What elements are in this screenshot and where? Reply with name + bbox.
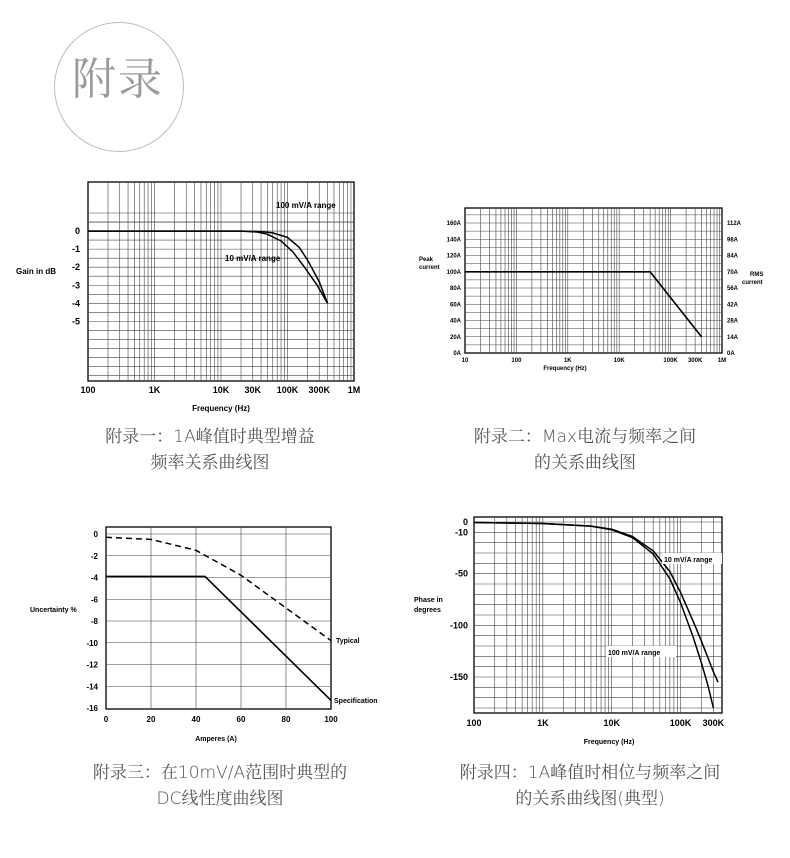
caption-2-line1: 附录二：Max电流与频率之间 xyxy=(473,427,697,447)
caption-1 xyxy=(40,424,380,476)
caption-4 xyxy=(410,760,770,812)
y2-tick-label: 28A xyxy=(727,318,739,325)
y-tick-label: -4 xyxy=(90,573,98,583)
x-tick-label: 300K xyxy=(702,718,725,728)
y-tick-label: -50 xyxy=(454,568,468,579)
y-tick-label: 140A xyxy=(446,237,461,244)
x-axis-label: Frequency (Hz) xyxy=(583,739,635,746)
y-tick-label: -16 xyxy=(86,704,98,713)
y-axis-label: Uncertainty % xyxy=(30,607,77,614)
page-title: 附录 xyxy=(72,54,164,105)
caption-3 xyxy=(40,760,400,812)
y-tick-label: 0A xyxy=(453,351,461,357)
y-tick-label: -12 xyxy=(86,660,98,670)
y2-tick-label: 42A xyxy=(727,302,739,309)
y-tick-label: 60A xyxy=(449,302,461,309)
y2-tick-label: 70A xyxy=(727,269,739,276)
caption-4-line2: 的关系曲线图(典型) xyxy=(515,789,665,809)
x-tick-label: 80 xyxy=(281,715,291,724)
x-tick-label: 100 xyxy=(324,715,338,724)
series-label-100mv: 100 mV/A range xyxy=(276,201,336,210)
y-tick-label: -10 xyxy=(454,527,468,538)
caption-3-line2: DC线性度曲线图 xyxy=(156,789,284,809)
x-axis-label: Frequency (Hz) xyxy=(192,404,250,413)
caption-3-line1: 附录三：在10mV/A范围时典型的 xyxy=(92,763,348,783)
x-tick-label: 300K xyxy=(308,385,330,395)
caption-2 xyxy=(420,424,750,476)
y-tick-label: -1 xyxy=(71,244,80,255)
y-tick-label: 0 xyxy=(74,226,80,237)
x-tick-label: 1M xyxy=(717,358,727,364)
y-axis-label: Gain in dB xyxy=(16,267,56,276)
y-tick-label: -150 xyxy=(449,672,468,682)
x-axis-label: Frequency (Hz) xyxy=(543,366,587,372)
x-tick-label: 1M xyxy=(347,385,361,395)
x-tick-label: 1K xyxy=(563,358,572,364)
x-tick-label: 1K xyxy=(537,718,549,728)
series-label-typical: Typical xyxy=(336,638,360,645)
y2-tick-label: 0A xyxy=(727,351,735,357)
x-tick-label: 100 xyxy=(80,385,96,395)
y2-tick-label: 84A xyxy=(727,253,739,260)
y-tick-label: -4 xyxy=(71,298,80,309)
y-axis-label-line2: degrees xyxy=(414,607,441,614)
y-tick-label: 160A xyxy=(446,221,461,227)
y-tick-label: 20A xyxy=(449,334,461,341)
series-label-specification: Specification xyxy=(334,698,378,705)
y-axis-label-line2: current xyxy=(419,265,440,271)
series-label-10mv: 10 mV/A range xyxy=(664,557,713,564)
y-tick-label: -2 xyxy=(71,262,80,273)
y-tick-label: 120A xyxy=(446,253,461,260)
y-tick-label: -8 xyxy=(90,617,98,626)
x-tick-label: 60 xyxy=(236,715,246,724)
x-tick-label: 10 xyxy=(461,358,469,364)
x-tick-label: 10K xyxy=(212,385,230,395)
x-tick-label: 100 xyxy=(511,358,522,364)
x-tick-label: 100K xyxy=(276,385,299,395)
series-label-10mv: 10 mV/A range xyxy=(225,254,281,263)
y-tick-label: -3 xyxy=(71,280,80,291)
y-axis-label-line1: Phase in xyxy=(414,597,443,604)
x-tick-label: 100K xyxy=(669,718,692,728)
y-tick-label: 100A xyxy=(446,269,461,276)
x-tick-label: 300K xyxy=(687,358,703,364)
y-tick-label: 0 xyxy=(93,530,98,539)
x-tick-label: 10K xyxy=(613,358,625,364)
y2-tick-label: 98A xyxy=(727,237,739,244)
y-axis-label-line1: Peak xyxy=(419,257,434,263)
series-line-10mv xyxy=(474,523,718,683)
y-tick-label: 80A xyxy=(449,286,461,292)
x-tick-label: 100 xyxy=(466,718,482,728)
y-tick-label: 40A xyxy=(449,318,461,325)
x-tick-label: 10K xyxy=(603,718,620,728)
caption-4-line1: 附录四：1A峰值时相位与频率之间 xyxy=(459,763,721,783)
x-tick-label: 100K xyxy=(663,358,678,364)
x-tick-label: 0 xyxy=(103,715,109,724)
y-tick-label: -5 xyxy=(71,316,80,327)
x-tick-label: 1K xyxy=(148,385,161,395)
x-tick-label: 30K xyxy=(244,385,261,395)
y2-tick-label: 14A xyxy=(727,334,739,341)
series-label-100mv: 100 mV/A range xyxy=(608,650,661,657)
x-tick-label: 40 xyxy=(191,715,201,724)
y-tick-label: -100 xyxy=(449,620,468,631)
y-tick-label: -2 xyxy=(90,551,98,561)
caption-1-line1: 附录一：1A峰值时典型增益 xyxy=(105,427,315,447)
x-axis-label: Amperes (A) xyxy=(195,736,237,743)
y2-tick-label: 112A xyxy=(727,221,742,227)
caption-2-line2: 的关系曲线图 xyxy=(534,453,636,473)
caption-1-line2: 频率关系曲线图 xyxy=(150,453,270,473)
y2-axis-label-line2: current xyxy=(742,280,763,286)
y-tick-label: -10 xyxy=(86,638,98,648)
y-tick-label: -6 xyxy=(90,595,98,605)
y2-tick-label: 56A xyxy=(727,286,739,292)
x-tick-label: 20 xyxy=(146,715,156,724)
y-tick-label: 0 xyxy=(462,517,468,527)
y-tick-label: -14 xyxy=(86,682,98,692)
y2-axis-label-line1: RMS xyxy=(750,272,764,278)
